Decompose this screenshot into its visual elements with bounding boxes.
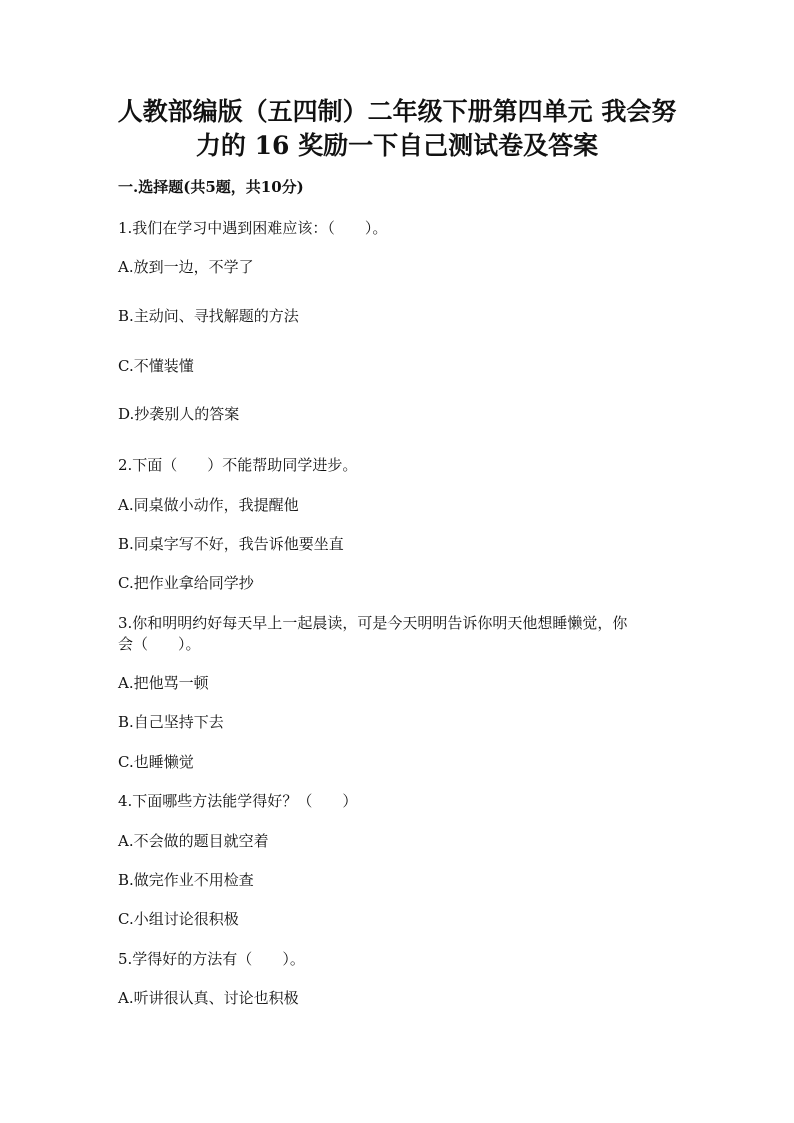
question-1-option-a: A.放到一边，不学了 [118,258,254,276]
question-3-stem-line-1: 3.你和明明约好每天早上一起晨读，可是今天明明告诉你明天他想睡懒觉，你 [118,614,628,632]
question-3-option-a: A.把他骂一顿 [118,674,209,692]
question-4-stem: 4.下面哪些方法能学得好？（ ） [118,792,358,810]
page-title-line-1: 人教部编版（五四制）二年级下册第四单元 我会努 [117,97,677,126]
question-4-option-b: B.做完作业不用检查 [118,871,254,889]
question-2-option-c: C.把作业拿给同学抄 [118,574,254,592]
question-1-stem: 1.我们在学习中遇到困难应该：（ ）。 [118,219,388,237]
question-1-option-d: D.抄袭别人的答案 [118,405,240,423]
question-2-stem: 2.下面（ ）不能帮助同学进步。 [118,456,358,474]
question-5-option-a: A.听讲很认真、讨论也积极 [118,989,299,1007]
section-heading: 一.选择题(共5题，共10分) [118,178,304,196]
page-title-line-2: 力的 16 奖励一下自己测试卷及答案 [195,131,599,160]
question-5-stem: 5.学得好的方法有（ ）。 [118,950,305,968]
question-3-option-c: C.也睡懒觉 [118,753,194,771]
question-2-option-b: B.同桌字写不好，我告诉他要坐直 [118,535,344,553]
question-2-option-a: A.同桌做小动作，我提醒他 [118,496,299,514]
question-3-stem-line-2: 会（ ）。 [118,635,201,653]
question-3-option-b: B.自己坚持下去 [118,713,224,731]
question-1-option-b: B.主动问、寻找解题的方法 [118,307,299,325]
question-1-option-c: C.不懂装懂 [118,357,194,375]
question-4-option-a: A.不会做的题目就空着 [118,832,269,850]
question-4-option-c: C.小组讨论很积极 [118,910,239,928]
